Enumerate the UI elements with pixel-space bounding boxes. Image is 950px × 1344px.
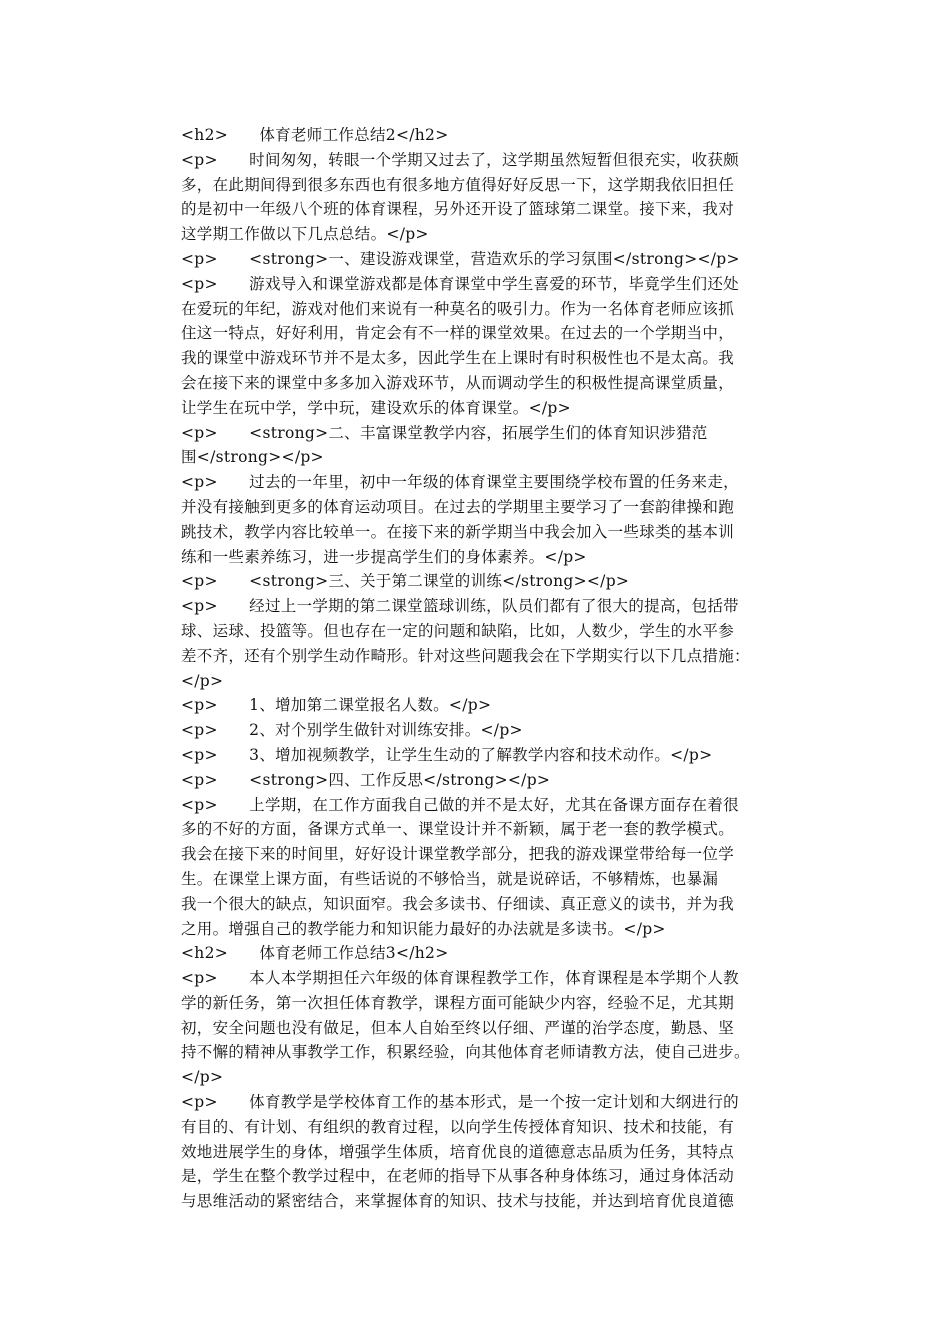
text-line: 差不齐，还有个别学生动作畸形。针对这些问题我会在下学期实行以下几点措施： bbox=[181, 646, 750, 665]
text-line: <p> 2、对个别学生做针对训练安排。</p> bbox=[181, 721, 523, 740]
text-line: <p> <strong>二、丰富课堂教学内容，拓展学生们的体育知识涉猎范 bbox=[181, 423, 708, 442]
text-line: </p> bbox=[181, 1068, 224, 1087]
text-line: <p> <strong>四、工作反思</strong></p> bbox=[181, 770, 551, 789]
document-body bbox=[181, 123, 781, 1214]
text-line: 会在接下来的课堂中多多加入游戏环节，从而调动学生的积极性提高课堂质量， bbox=[181, 373, 735, 392]
text-line: 练和一些素养练习，进一步提高学生们的身体素养。</p> bbox=[181, 547, 587, 566]
text-line: <p> 时间匆匆，转眼一个学期又过去了，这学期虽然短暂但很充实，收获颇 bbox=[181, 150, 739, 169]
text-line: 的是初中一年级八个班的体育课程，另外还开设了篮球第二课堂。接下来，我对 bbox=[181, 200, 735, 219]
text-line: 住这一特点，好好利用，肯定会有不一样的课堂效果。在过去的一个学期当中， bbox=[181, 324, 735, 343]
text-line: <p> 1、增加第二课堂报名人数。</p> bbox=[181, 696, 492, 715]
text-line: 让学生在玩中学，学中玩，建设欢乐的体育课堂。</p> bbox=[181, 398, 571, 417]
text-line: 效地进展学生的身体，增强学生体质，培育优良的道德意志品质为任务，其特点 bbox=[181, 1142, 735, 1161]
text-line: <p> 本人本学期担任六年级的体育课程教学工作，体育课程是本学期个人教 bbox=[181, 969, 739, 988]
text-line: 围</strong></p> bbox=[181, 448, 324, 467]
text-line: 在爱玩的年纪，游戏对他们来说有一种莫名的吸引力。作为一名体育老师应该抓 bbox=[181, 299, 735, 318]
text-line: 这学期工作做以下几点总结。</p> bbox=[181, 225, 429, 244]
text-line: <p> <strong>一、建设游戏课堂，营造欢乐的学习氛围</strong></p> bbox=[181, 249, 740, 268]
text-line: 我会在接下来的时间里，好好设计课堂教学部分，把我的游戏课堂带给每一位学 bbox=[181, 845, 735, 864]
text-line: <p> 3、增加视频教学，让学生生动的了解教学内容和技术动作。</p> bbox=[181, 745, 713, 764]
text-line: 持不懈的精神从事教学工作，积累经验，向其他体育老师请教方法，使自己进步。 bbox=[181, 1043, 750, 1062]
text-line: <p> 过去的一年里，初中一年级的体育课堂主要围绕学校布置的任务来走， bbox=[181, 473, 739, 492]
text-line: 是，学生在整个教学过程中，在老师的指导下从事各种身体练习，通过身体活动 bbox=[181, 1167, 735, 1186]
text-line: 我一个很大的缺点，知识面窄。我会多读书、仔细读、真正意义的读书，并为我 bbox=[181, 894, 735, 913]
text-line: 多，在此期间得到很多东西也有很多地方值得好好反思一下，这学期我依旧担任 bbox=[181, 175, 735, 194]
text-line: 球、运球、投篮等。但也存在一定的问题和缺陷，比如，人数少，学生的水平参 bbox=[181, 621, 735, 640]
text-line: 有目的、有计划、有组织的教育过程，以向学生传授体育知识、技术和技能，有 bbox=[181, 1117, 735, 1136]
text-line: 之用。增强自己的教学能力和知识能力最好的办法就是多读书。</p> bbox=[181, 919, 666, 938]
text-line: 学的新任务，第一次担任体育教学，课程方面可能缺少内容，经验不足，尤其期 bbox=[181, 993, 735, 1012]
text-line: <p> 经过上一学期的第二课堂篮球训练，队员们都有了很大的提高，包括带 bbox=[181, 597, 739, 616]
text-line: 生。在课堂上课方面，有些话说的不够恰当，就是说碎话，不够精炼，也暴漏 bbox=[181, 869, 719, 888]
text-line: 我的课堂中游戏环节并不是太多，因此学生在上课时有时积极性也不是太高。我 bbox=[181, 349, 735, 368]
text-line: 初，安全问题也没有做足，但本人自始至终以仔细、严谨的治学态度，勤恳、坚 bbox=[181, 1018, 735, 1037]
text-line: <p> 游戏导入和课堂游戏都是体育课堂中学生喜爱的环节，毕竟学生们还处 bbox=[181, 274, 739, 293]
text-line: <p> <strong>三、关于第二课堂的训练</strong></p> bbox=[181, 572, 630, 591]
text-line: <p> 上学期，在工作方面我自己做的并不是太好，尤其在备课方面存在着很 bbox=[181, 795, 739, 814]
text-line: 与思维活动的紧密结合，来掌握体育的知识、技术与技能，并达到培育优良道德 bbox=[181, 1192, 735, 1211]
text-line: 跳技术，教学内容比较单一。在接下来的新学期当中我会加入一些球类的基本训 bbox=[181, 522, 735, 541]
text-line: <h2> 体育老师工作总结3</h2> bbox=[181, 944, 449, 963]
text-line: 多的不好的方面，备课方式单一、课堂设计并不新颖，属于老一套的教学模式。 bbox=[181, 820, 735, 839]
text-line: </p> bbox=[181, 671, 224, 690]
text-line: <h2> 体育老师工作总结2</h2> bbox=[181, 126, 449, 144]
text-line: <p> 体育教学是学校体育工作的基本形式，是一个按一定计划和大纲进行的 bbox=[181, 1093, 739, 1112]
text-line: 并没有接触到更多的体育运动项目。在过去的学期里主要学习了一套韵律操和跑 bbox=[181, 497, 735, 516]
